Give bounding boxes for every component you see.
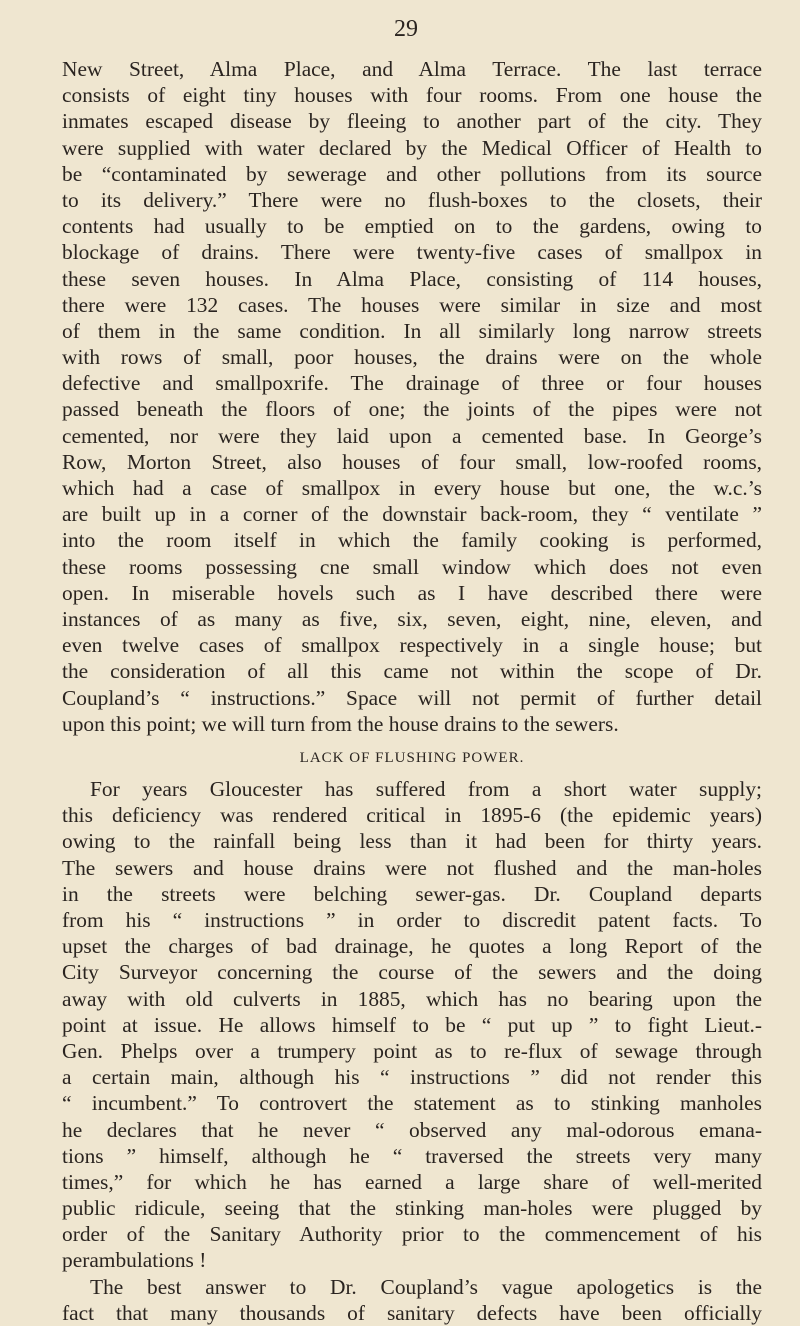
text-line: “ incumbent.” To controvert the statement as to stinking manholes	[62, 1091, 762, 1116]
text-line: Row, Morton Street, also houses of four small, low-roofed rooms,	[62, 449, 762, 474]
text-line: upset the charges of bad drainage, he quotes a long Report of the	[62, 934, 762, 959]
text-line: owing to the rainfall being less than it had been for thirty years.	[62, 829, 762, 854]
text-line: these rooms possessing cne small window which does not even	[62, 554, 762, 579]
text-line: For years Gloucester has suffered from a short water supply;	[90, 777, 762, 802]
text-line: passed beneath the floors of one; the joints of the pipes were not	[62, 397, 762, 422]
text-line: consists of eight tiny houses with four rooms. From one house the	[62, 83, 762, 108]
paragraph-houses	[62, 56, 762, 737]
text-line: from his “ instructions ” in order to discredit patent facts. To	[62, 908, 762, 932]
text-line: the consideration of all this came not within the scope of Dr.	[62, 659, 762, 684]
text-line: times,” for which he has earned a large share of well-merited	[62, 1169, 762, 1194]
text-line: these seven houses. In Alma Place, consisting of 114 houses,	[62, 266, 762, 291]
text-line: New Street, Alma Place, and Alma Terrace. The last terrace	[62, 57, 762, 81]
text-line: this deficiency was rendered critical in 1895-6 (the epidemic years)	[62, 803, 762, 828]
text-line: fact that many thousands of sanitary defects have been officially	[62, 1300, 762, 1325]
text-line: Coupland’s “ instructions.” Space will not permit of further detail	[62, 685, 762, 710]
section-heading: LACK OF FLUSHING POWER.	[299, 749, 525, 766]
text-line: point at issue. He allows himself to be “ put up ” to fight Lieut.-	[62, 1012, 762, 1037]
text-line: contents had usually to be emptied on to the gardens, owing to	[62, 214, 762, 239]
text-line: in the streets were belching sewer-gas. Dr. Coupland departs	[62, 881, 762, 906]
text-line: The best answer to Dr. Coupland’s vague apologetics is the	[90, 1274, 762, 1299]
text-line: be “contaminated by sewerage and other pollutions from its source	[62, 161, 762, 186]
text-line: Gen. Phelps over a trumpery point as to re-flux of sewage through	[62, 1038, 762, 1063]
text-line: he declares that he never “ observed any mal-odorous emana-	[62, 1117, 762, 1142]
text-line: there were 132 cases. The houses were similar in size and most	[62, 292, 762, 317]
text-line: of them in the same condition. In all similarly long narrow streets	[62, 318, 762, 343]
page-number: 29	[394, 16, 418, 42]
paragraph-flushing	[62, 776, 762, 1274]
text-line: tions ” himself, although he “ traversed the streets very many	[62, 1143, 762, 1168]
text-line: The sewers and house drains were not flushed and the man-holes	[62, 855, 762, 880]
text-line: with rows of small, poor houses, the drains were on the whole	[62, 345, 762, 370]
text-line: are built up in a corner of the downstair back-room, they “ ventilate ”	[62, 502, 762, 527]
text-line: open. In miserable hovels such as I have described there were	[62, 580, 762, 605]
text-line: into the room itself in which the family cooking is performed,	[62, 528, 762, 553]
text-line: away with old culverts in 1885, which has no bearing upon the	[62, 986, 762, 1011]
text-line: instances of as many as five, six, seven, eight, nine, eleven, and	[62, 606, 762, 631]
text-line: upon this point; we will turn from the house drains to the sewers.	[62, 711, 619, 736]
text-line: which had a case of smallpox in every house but one, the w.c.’s	[62, 476, 762, 500]
text-line: to its delivery.” There were no flush-boxes to the closets, their	[62, 187, 762, 212]
text-line: perambulations !	[62, 1248, 207, 1273]
text-line: a certain main, although his “ instructions ” did not render this	[62, 1065, 762, 1090]
paragraph-answer	[62, 1274, 762, 1326]
text-line: order of the Sanitary Authority prior to the commencement of his	[62, 1222, 762, 1247]
text-line: cemented, nor were they laid upon a cemented base. In George’s	[62, 423, 762, 448]
text-line: defective and smallpoxrife. The drainage of three or four houses	[62, 371, 762, 396]
text-line: even twelve cases of smallpox respectively in a single house; but	[62, 633, 762, 658]
text-line: public ridicule, seeing that the stinking man-holes were plugged by	[62, 1196, 762, 1221]
text-line: were supplied with water declared by the Medical Officer of Health to	[62, 135, 762, 160]
body-text	[62, 56, 762, 1326]
text-line: blockage of drains. There were twenty-five cases of smallpox in	[62, 240, 762, 265]
text-line: inmates escaped disease by fleeing to another part of the city. They	[62, 109, 762, 134]
text-line: City Surveyor concerning the course of the sewers and the doing	[62, 960, 762, 985]
